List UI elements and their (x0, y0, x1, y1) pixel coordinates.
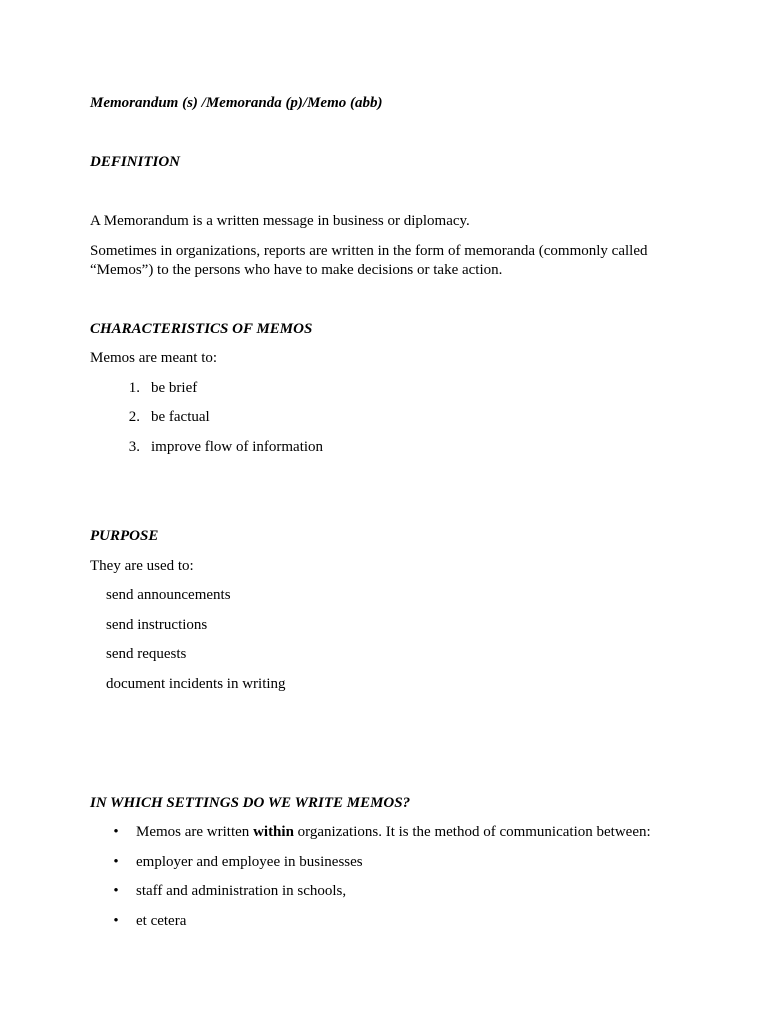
list-item-text: be factual (151, 409, 210, 425)
bullet-icon: • (113, 913, 119, 929)
list-item-text: staff and administration in schools, (136, 883, 347, 899)
list-item-text-end: organizations. It is the method of communication between: (293, 824, 651, 840)
bullet-icon: • (113, 883, 119, 899)
bullet-icon: • (113, 854, 119, 870)
purpose-intro: They are used to: (90, 558, 194, 574)
characteristics-heading: CHARACTERISTICS OF MEMOS (90, 321, 313, 337)
definition-heading: DEFINITION (90, 154, 181, 170)
list-item: document incidents in writing (106, 676, 286, 692)
list-item-text: et cetera (136, 913, 187, 929)
emphasis-within: within (253, 824, 294, 840)
document-title: Memorandum (s) /Memoranda (p)/Memo (abb) (90, 95, 383, 111)
list-item-number: 2. (128, 409, 140, 425)
list-item-text: employer and employee in businesses (136, 854, 363, 870)
settings-heading: IN WHICH SETTINGS DO WE WRITE MEMOS? (90, 795, 411, 811)
definition-paragraph-1: A Memorandum is a written message in business or diplomacy. (90, 213, 470, 229)
purpose-heading: PURPOSE (90, 528, 159, 544)
list-item-text: improve flow of information (151, 439, 324, 455)
bullet-icon: • (113, 824, 119, 840)
definition-paragraph-2-line-1: Sometimes in organizations, reports are written in the form of memoranda (commonly called (90, 243, 648, 259)
list-item: send requests (106, 646, 187, 662)
list-item-number: 1. (128, 380, 140, 396)
characteristics-intro: Memos are meant to: (90, 350, 218, 366)
list-item-text (136, 823, 651, 842)
list-item: send announcements (106, 587, 231, 603)
definition-paragraph-2-line-2: “Memos”) to the persons who have to make decisions or take action. (90, 262, 503, 278)
list-item-text-start: Memos are written (136, 824, 254, 840)
list-item: send instructions (106, 617, 208, 633)
list-item-number: 3. (128, 439, 140, 455)
list-item-text: be brief (151, 380, 198, 396)
